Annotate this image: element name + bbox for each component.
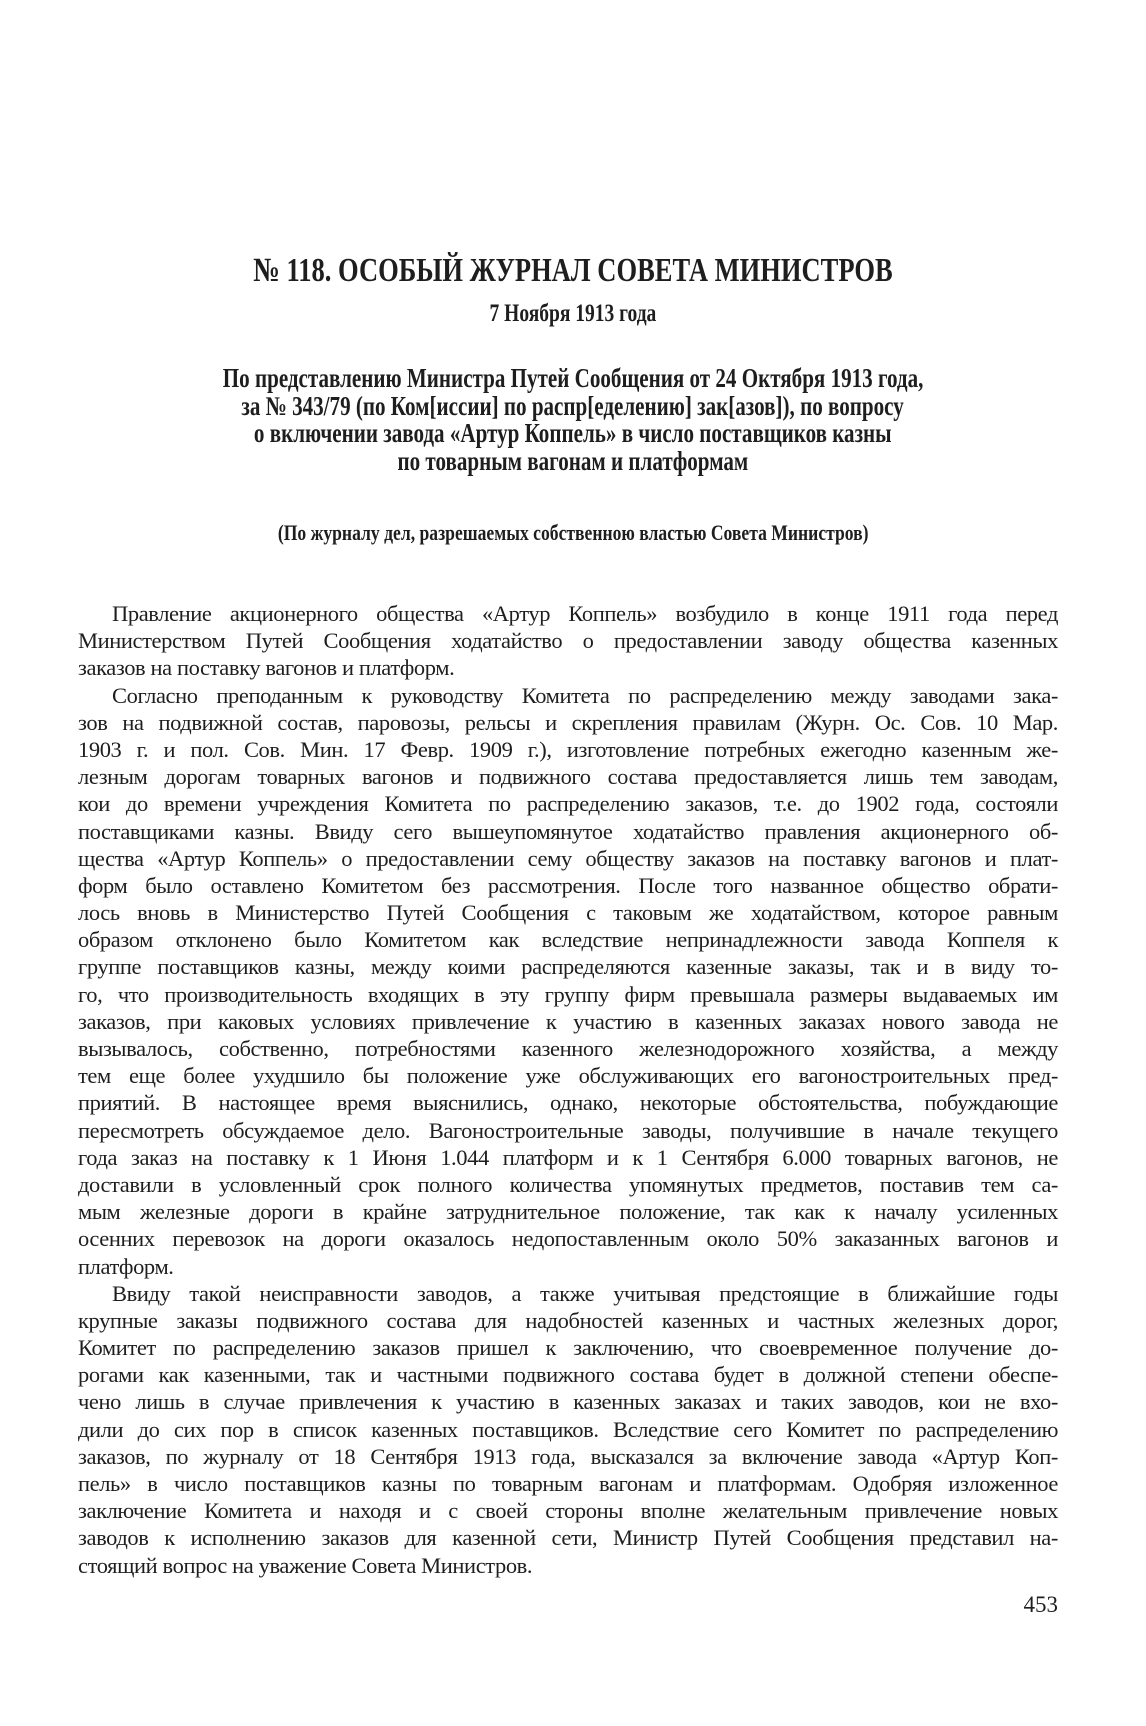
paragraph: [78, 600, 1058, 682]
text-line: крупные заказы подвижного состава для надобностей казенных и частных железных дорог,: [78, 1307, 1058, 1333]
document-subtitle: [0, 365, 1146, 475]
text-line: форм было оставлено Комитетом без рассмотрения. После того названное общество обрати-: [78, 872, 1058, 898]
text-line: зов на подвижной состав, паровозы, рельсы и скрепления правилам (Журн. Ос. Сов. 10 Мар.: [78, 709, 1058, 735]
text-line: Ввиду такой неисправности заводов, а также учитывая предстоящие в ближайшие годы: [112, 1280, 1058, 1306]
paragraph: [78, 1280, 1058, 1579]
text-line: рогами как казенными, так и частными подвижного состава будет в должной степени обеспе-: [78, 1362, 1058, 1388]
text-line: доставили в условленный срок полного количества упомянутых предметов, поставив тем са-: [78, 1171, 1058, 1197]
text-line: вызывалось, собственно, потребностями казенного железнодорожного хозяйства, а между: [78, 1036, 1058, 1061]
text-line: заводов к исполнению заказов для казенной сети, Министр Путей Сообщения представил на-: [78, 1525, 1058, 1551]
text-line: заказов, при каковых условиях привлечение к участию в казенных заказах нового завода не: [78, 1008, 1058, 1034]
text-line: Комитет по распределению заказов пришел к заключению, что своевременное получение до-: [78, 1335, 1058, 1361]
source-note-text: (По журналу дел, разрешаемых собственною властью Совета Министров): [277, 520, 869, 545]
subtitle-line-text: о включении завода «Артур Коппель» в число поставщиков казны: [254, 418, 892, 448]
subtitle-line: [0, 420, 1146, 448]
text-line: пель» в число поставщиков казны по товарным вагонам и платформам. Одобряя изложенное: [78, 1471, 1058, 1496]
text-line: платформ.: [78, 1253, 174, 1279]
text-line: чено лишь в случае привлечения к участию в казенных заказах и таких заводов, кои не вхо-: [78, 1389, 1058, 1415]
text-line: кои до времени учреждения Комитета по распределению заказов, т.е. до 1902 года, состояли: [78, 791, 1058, 817]
text-line: Согласно преподанным к руководству Комитета по распределению между заводами зака-: [112, 682, 1058, 708]
text-line: го, что производительность входящих в эту группу фирм превышала размеры выдаваемых им: [78, 981, 1058, 1007]
text-line: поставщиками казны. Ввиду сего вышеупомянутое ходатайство правления акционерного об-: [78, 818, 1058, 844]
text-line: заключение Комитета и находя и с своей стороны вполне желательным привлечение новых: [78, 1498, 1058, 1524]
body-text: [78, 600, 1058, 1579]
document-title-text: № 118. ОСОБЫЙ ЖУРНАЛ СОВЕТА МИНИСТРОВ: [253, 252, 893, 289]
text-line: осенних перевозок на дороги оказалось недопоставленным около 50% заказанных вагонов и: [78, 1226, 1058, 1252]
text-line: Правление акционерного общества «Артур Коппель» возбудило в конце 1911 года перед: [112, 601, 1058, 626]
text-line: стоящий вопрос на уважение Совета Министров.: [78, 1552, 533, 1578]
source-note: [0, 520, 1146, 546]
subtitle-line-text: за № 343/79 (по Ком[иссии] по распр[еделению] зак[азов]), по вопросу: [241, 390, 905, 421]
document-date-text: 7 Ноября 1913 года: [489, 300, 657, 327]
document-date: [0, 300, 1146, 328]
page-number: 453: [1023, 1592, 1058, 1617]
text-line: дили до сих пор в список казенных поставщиков. Вследствие сего Комитет по распределению: [78, 1416, 1058, 1442]
subtitle-line: [0, 445, 1146, 476]
text-line: Министерством Путей Сообщения ходатайство о предоставлении заводу общества казенных: [78, 628, 1058, 654]
text-line: приятий. В настоящее время выяснились, однако, некоторые обстоятельства, побуждающие: [78, 1090, 1058, 1116]
text-line: лось вновь в Министерство Путей Сообщения с таковым же ходатайством, которое равным: [78, 900, 1058, 926]
text-line: щества «Артур Коппель» о предоставлении сему обществу заказов на поставку вагонов и плат-: [78, 845, 1058, 871]
paragraph: [78, 682, 1058, 1280]
text-line: пересмотреть обсуждаемое дело. Вагоностроительные заводы, получившие в начале текущего: [78, 1117, 1058, 1143]
text-line: тем еще более ухудшило бы положение уже обслуживающих его вагоностроительных пред-: [78, 1063, 1058, 1089]
document-title: [0, 252, 1146, 290]
text-line: заказов, по журналу от 18 Сентября 1913 года, высказался за включение завода «Артур Коп-: [78, 1443, 1058, 1469]
subtitle-line-text: По представлению Министра Путей Сообщения от 24 Октября 1913 года,: [222, 363, 924, 393]
text-line: образом отклонено было Комитетом как вследствие непринадлежности завода Коппеля к: [78, 927, 1058, 953]
text-line: мым железные дороги в крайне затруднительное положение, так как к началу усиленных: [78, 1199, 1058, 1225]
text-line: группе поставщиков казны, между коими распределяются казенные заказы, так и в виду то-: [78, 954, 1058, 980]
text-line: 1903 г. и пол. Сов. Мин. 17 Февр. 1909 г.), изготовление потребных ежегодно казенным же-: [78, 736, 1058, 762]
subtitle-line: [0, 365, 1146, 393]
subtitle-line: [0, 390, 1146, 421]
text-line: лезным дорогам товарных вагонов и подвижного состава предоставляется лишь тем заводам,: [78, 764, 1058, 790]
text-line: года заказ на поставку к 1 Июня 1.044 платформ и к 1 Сентября 6.000 товарных вагонов, не: [78, 1144, 1058, 1170]
text-line: заказов на поставку вагонов и платформ.: [78, 655, 455, 681]
subtitle-line-text: по товарным вагонам и платформам: [397, 445, 749, 476]
